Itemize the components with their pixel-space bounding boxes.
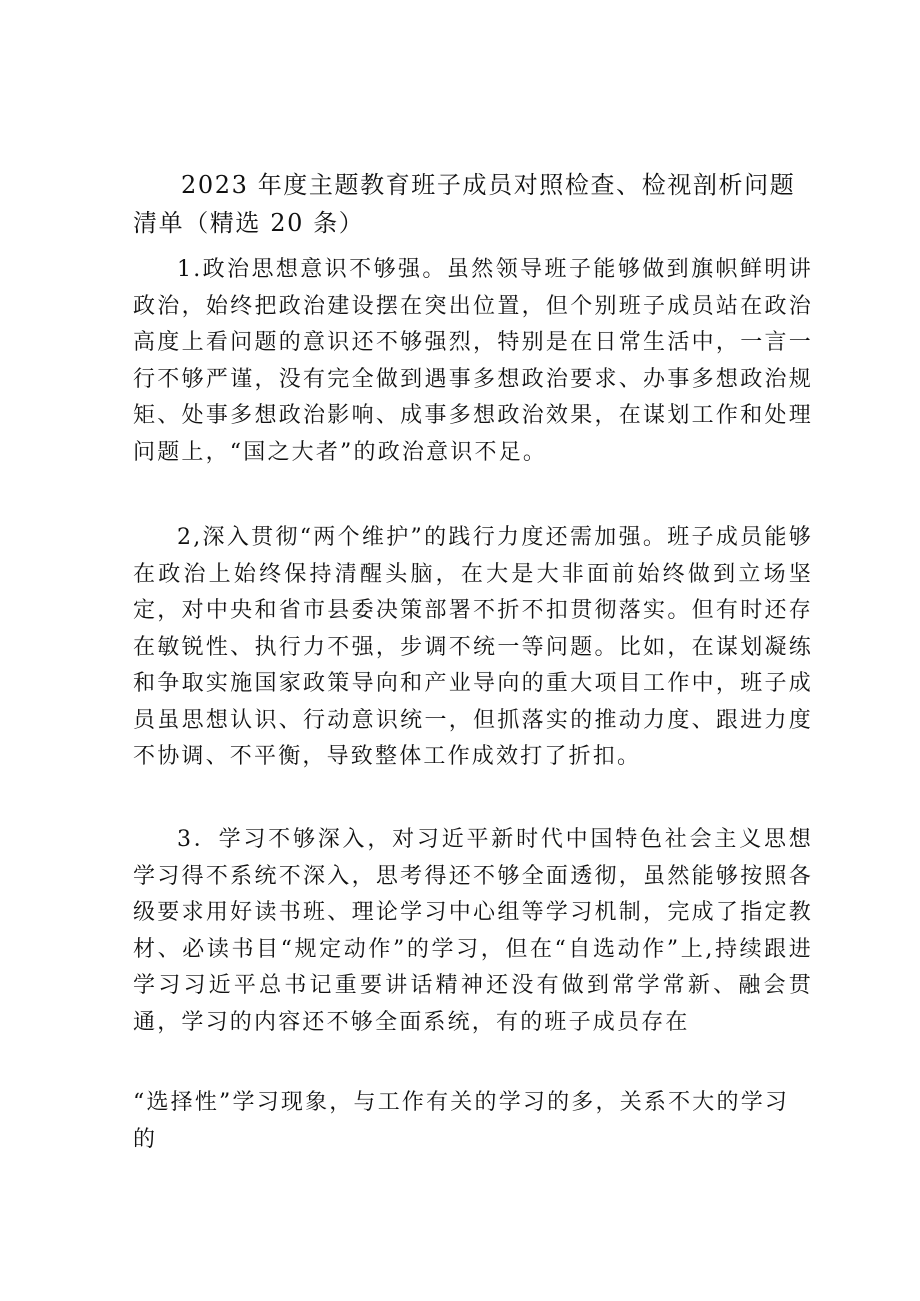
paragraph-3: 3．学习不够深入，对习近平新时代中国特色社会主义思想学习得不系统不深入，思考得还不够全面透彻，虽然能够按照各级要求用好读书班、理论学习中心组等学习机制，完成了指定教材、必读书目“规定动作”的学习，但在“自选动作”上,持续跟进学习习近平总书记重要讲话精神还没有做到常学常新、融会贯通，学习的内容还不够全面系统，有的班子成员存在 — [133, 827, 813, 1035]
paragraph-1: 1.政治思想意识不够强。虽然领导班子能够做到旗帜鲜明讲政治，始终把政治建设摆在突出位置，但个别班子成员站在政治高度上看问题的意识还不够强烈，特别是在日常生活中，一言一行不够严谨，没有完全做到遇事多想政治要求、办事多想政治规矩、处事多想政治影响、成事多想政治效果，在谋划工作和处理问题上，“国之大者”的政治意识不足。 — [133, 257, 813, 465]
paragraph-2: 2,深入贯彻“两个维护”的践行力度还需加强。班子成员能够在政治上始终保持清醒头脑，在大是大非面前始终做到立场坚定，对中央和省市县委决策部署不折不扣贯彻落实。但有时还存在敏锐性、执行力不强，步调不统一等问题。比如，在谋划凝练和争取实施国家政策导向和产业导向的重大项目工作中，班子成员虽思想认识、行动意识统一，但抓落实的推动力度、跟进力度不协调、不平衡，导致整体工作成效打了折扣。 — [133, 525, 813, 769]
paragraph-3-continuation: “选择性”学习现象，与工作有关的学习的多，关系不大的学习的 — [133, 1090, 790, 1152]
document-title: 2023 年度主题教育班子成员对照检查、检视剖析问题清单（精选 20 条） — [133, 171, 796, 237]
